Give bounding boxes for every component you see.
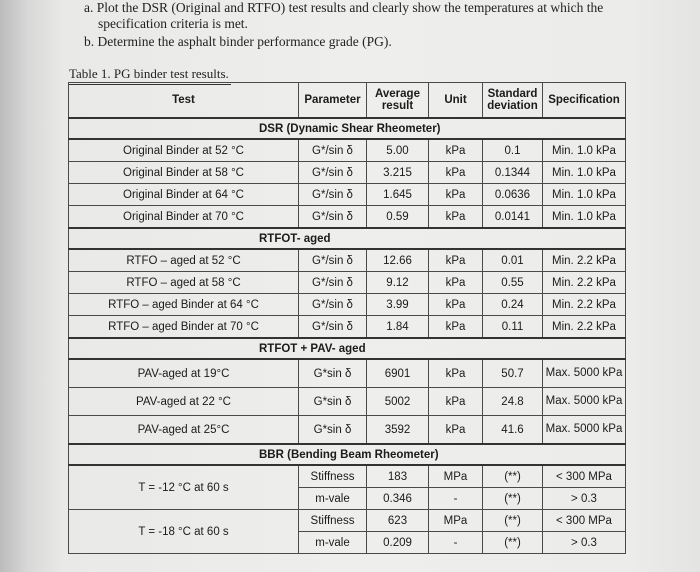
row-std: (**) xyxy=(483,488,543,510)
row-parameter: G*/sin δ xyxy=(299,272,367,294)
section-row xyxy=(69,444,626,465)
question-a-line1: a. Plot the DSR (Original and RTFO) test results and clearly show the temperatures at which the xyxy=(84,0,604,15)
row-test: T = -18 °C at 60 s xyxy=(69,510,299,554)
row-std: 0.24 xyxy=(483,294,543,316)
section-title-pav: RTFOT + PAV- aged xyxy=(69,338,626,359)
row-parameter: G*sin δ xyxy=(299,388,367,416)
row-average: 623 xyxy=(367,510,429,532)
section-row xyxy=(69,118,626,139)
question-b-text: b. Determine the asphalt binder performance grade (PG). xyxy=(84,34,392,49)
row-spec: Min. 2.2 kPa xyxy=(543,272,626,294)
row-parameter: G*sin δ xyxy=(299,416,367,445)
table-row xyxy=(69,416,626,445)
row-std: (**) xyxy=(483,532,543,554)
question-a-line2: specification criteria is met. xyxy=(98,16,248,31)
table-header-row xyxy=(69,83,626,119)
row-test: PAV-aged at 19°C xyxy=(69,359,299,388)
row-spec: Min. 1.0 kPa xyxy=(543,206,626,229)
row-parameter: G*/sin δ xyxy=(299,139,367,162)
row-test: Original Binder at 52 °C xyxy=(69,139,299,162)
row-unit: kPa xyxy=(429,294,483,316)
row-unit: MPa xyxy=(429,465,483,488)
table-row xyxy=(69,184,626,206)
row-average: 12.66 xyxy=(367,249,429,272)
row-test: PAV-aged at 25°C xyxy=(69,416,299,445)
header-average: Average result xyxy=(367,83,429,119)
row-unit: kPa xyxy=(429,184,483,206)
table-row xyxy=(69,139,626,162)
row-average: 1.645 xyxy=(367,184,429,206)
table-row xyxy=(69,294,626,316)
table-row xyxy=(69,510,626,532)
header-test: Test xyxy=(69,83,299,119)
row-parameter: Stiffness xyxy=(299,510,367,532)
row-test: RTFO – aged at 58 °C xyxy=(69,272,299,294)
row-test: Original Binder at 70 °C xyxy=(69,206,299,229)
row-spec: Max. 5000 kPa xyxy=(543,416,626,445)
row-average: 5.00 xyxy=(367,139,429,162)
header-parameter: Parameter xyxy=(299,83,367,119)
row-unit: kPa xyxy=(429,388,483,416)
table-row xyxy=(69,316,626,339)
table-body xyxy=(69,118,626,554)
row-parameter: G*/sin δ xyxy=(299,316,367,339)
row-std: 24.8 xyxy=(483,388,543,416)
row-std: 41.6 xyxy=(483,416,543,445)
row-test: T = -12 °C at 60 s xyxy=(69,465,299,510)
row-average: 3.215 xyxy=(367,162,429,184)
table-row xyxy=(69,465,626,488)
table-row xyxy=(69,162,626,184)
row-unit: - xyxy=(429,532,483,554)
row-spec: < 300 MPa xyxy=(543,465,626,488)
table-row xyxy=(69,249,626,272)
row-parameter: G*/sin δ xyxy=(299,206,367,229)
row-spec: > 0.3 xyxy=(543,532,626,554)
row-spec: < 300 MPa xyxy=(543,510,626,532)
row-parameter: G*sin δ xyxy=(299,359,367,388)
row-std: 0.55 xyxy=(483,272,543,294)
section-row xyxy=(69,338,626,359)
row-unit: kPa xyxy=(429,249,483,272)
row-unit: MPa xyxy=(429,510,483,532)
question-b xyxy=(84,34,392,50)
row-parameter: G*/sin δ xyxy=(299,184,367,206)
row-average: 5002 xyxy=(367,388,429,416)
row-spec: Min. 1.0 kPa xyxy=(543,162,626,184)
row-test: RTFO – aged at 52 °C xyxy=(69,249,299,272)
section-title-rtfot: RTFOT- aged xyxy=(69,228,626,249)
row-average: 0.209 xyxy=(367,532,429,554)
row-spec: Max. 5000 kPa xyxy=(543,359,626,388)
row-average: 3.99 xyxy=(367,294,429,316)
table-row xyxy=(69,272,626,294)
header-spec: Specification xyxy=(543,83,626,119)
pg-binder-table xyxy=(68,82,626,554)
row-test: PAV-aged at 22 °C xyxy=(69,388,299,416)
row-std: 50.7 xyxy=(483,359,543,388)
row-spec: Min. 1.0 kPa xyxy=(543,184,626,206)
section-title-dsr: DSR (Dynamic Shear Rheometer) xyxy=(69,118,626,139)
row-std: (**) xyxy=(483,465,543,488)
question-a xyxy=(84,0,603,32)
row-average: 183 xyxy=(367,465,429,488)
row-unit: kPa xyxy=(429,359,483,388)
row-average: 6901 xyxy=(367,359,429,388)
header-unit: Unit xyxy=(429,83,483,119)
row-unit: kPa xyxy=(429,162,483,184)
row-unit: kPa xyxy=(429,316,483,339)
row-unit: kPa xyxy=(429,416,483,445)
row-unit: - xyxy=(429,488,483,510)
row-test: RTFO – aged Binder at 70 °C xyxy=(69,316,299,339)
row-parameter: m-vale xyxy=(299,532,367,554)
row-parameter: G*/sin δ xyxy=(299,162,367,184)
row-average: 0.346 xyxy=(367,488,429,510)
row-unit: kPa xyxy=(429,139,483,162)
section-row xyxy=(69,228,626,249)
row-spec: > 0.3 xyxy=(543,488,626,510)
row-average: 3592 xyxy=(367,416,429,445)
table-caption: Table 1. PG binder test results. xyxy=(69,66,229,81)
row-std: 0.11 xyxy=(483,316,543,339)
row-spec: Min. 1.0 kPa xyxy=(543,139,626,162)
row-unit: kPa xyxy=(429,206,483,229)
row-average: 0.59 xyxy=(367,206,429,229)
row-average: 9.12 xyxy=(367,272,429,294)
row-test: RTFO – aged Binder at 64 °C xyxy=(69,294,299,316)
row-parameter: m-vale xyxy=(299,488,367,510)
row-spec: Max. 5000 kPa xyxy=(543,388,626,416)
row-test: Original Binder at 58 °C xyxy=(69,162,299,184)
row-std: 0.01 xyxy=(483,249,543,272)
row-spec: Min. 2.2 kPa xyxy=(543,249,626,272)
row-std: 0.0141 xyxy=(483,206,543,229)
row-average: 1.84 xyxy=(367,316,429,339)
row-std: (**) xyxy=(483,510,543,532)
row-std: 0.0636 xyxy=(483,184,543,206)
row-parameter: G*/sin δ xyxy=(299,294,367,316)
row-spec: Min. 2.2 kPa xyxy=(543,294,626,316)
header-std: Standard deviation xyxy=(483,83,543,119)
row-parameter: G*/sin δ xyxy=(299,249,367,272)
table-row xyxy=(69,206,626,229)
table-row xyxy=(69,359,626,388)
row-test: Original Binder at 64 °C xyxy=(69,184,299,206)
section-title-bbr: BBR (Bending Beam Rheometer) xyxy=(69,444,626,465)
table-row xyxy=(69,388,626,416)
row-parameter: Stiffness xyxy=(299,465,367,488)
row-unit: kPa xyxy=(429,272,483,294)
row-std: 0.1 xyxy=(483,139,543,162)
row-std: 0.1344 xyxy=(483,162,543,184)
row-spec: Min. 2.2 kPa xyxy=(543,316,626,339)
